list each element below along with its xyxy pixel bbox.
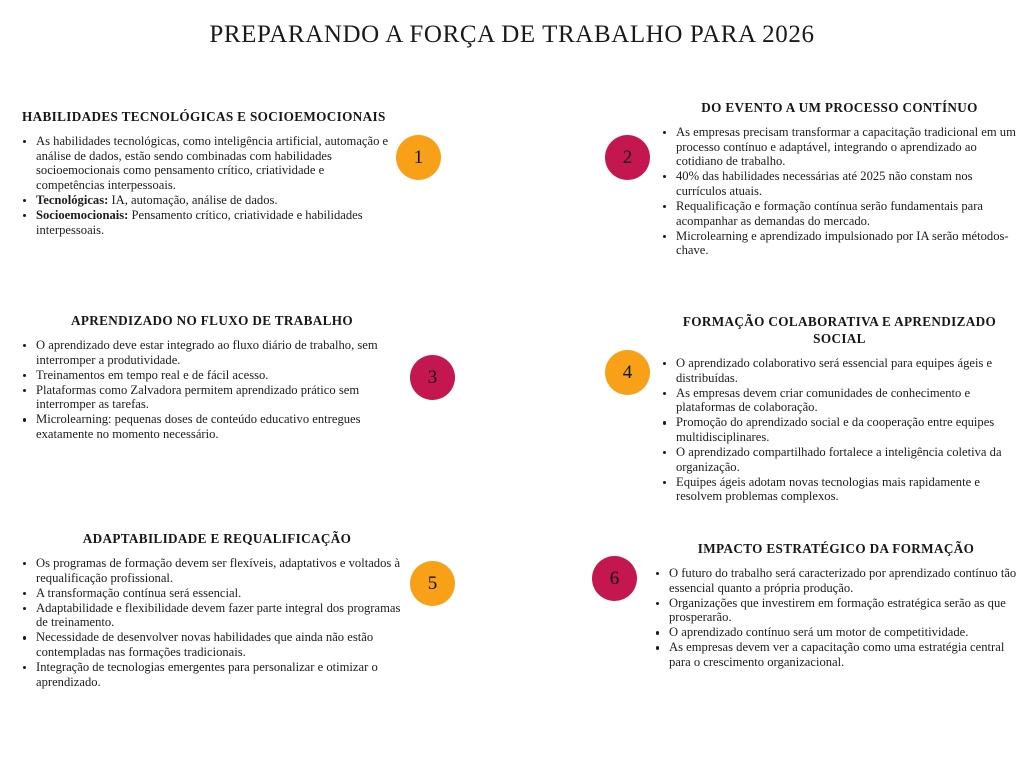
section-heading-2: DO EVENTO A UM PROCESSO CONTÍNUO: [701, 100, 978, 115]
bullet-item: Integração de tecnologias emergentes para personalizar e otimizar o aprendizado.: [22, 660, 412, 689]
bullet-item: Necessidade de desenvolver novas habilidades que ainda não estão contempladas nas formações tradicionais.: [22, 630, 412, 659]
bullet-item: O aprendizado compartilhado fortalece a inteligência coletiva da organização.: [662, 445, 1017, 474]
section-block-6: [655, 540, 1017, 670]
bullet-item: A transformação contínua será essencial.: [22, 586, 412, 601]
bullet-item: Socioemocionais: Pensamento crítico, criatividade e habilidades interpessoais.: [22, 208, 390, 237]
bullet-item: Microlearning e aprendizado impulsionado por IA serão métodos-chave.: [662, 229, 1017, 258]
bullet-item: As empresas devem criar comunidades de conhecimento e plataformas de colaboração.: [662, 386, 1017, 415]
bullet-item: Os programas de formação devem ser flexíveis, adaptativos e voltados à requalificação profissional.: [22, 556, 412, 585]
bullet-item: Microlearning: pequenas doses de conteúdo educativo entregues exatamente no momento necessário.: [22, 412, 402, 441]
section-heading-4: FORMAÇÃO COLABORATIVA E APRENDIZADO SOCIAL: [682, 314, 997, 346]
section-heading-6: IMPACTO ESTRATÉGICO DA FORMAÇÃO: [697, 541, 975, 556]
section-block-5: [22, 530, 412, 690]
bullet-item: O aprendizado contínuo será um motor de competitividade.: [655, 625, 1017, 640]
section-bullets-4: [662, 356, 1017, 504]
section-block-1: [22, 108, 390, 238]
bullet-item: O aprendizado deve estar integrado ao fluxo diário de trabalho, sem interromper a produtividade.: [22, 338, 402, 367]
page-title: PREPARANDO A FORÇA DE TRABALHO PARA 2026: [209, 21, 815, 48]
bullet-item: Promoção do aprendizado social e da cooperação entre equipes multidisciplinares.: [662, 415, 1017, 444]
section-block-4: [662, 313, 1017, 504]
section-number-badge-4: 4: [605, 350, 650, 395]
section-number-badge-3: 3: [410, 355, 455, 400]
bullet-item: Plataformas como Zalvadora permitem aprendizado prático sem interromper as tarefas.: [22, 383, 402, 412]
section-heading-5: ADAPTABILIDADE E REQUALIFICAÇÃO: [82, 531, 352, 546]
bullet-item: Organizações que investirem em formação estratégica serão as que prosperarão.: [655, 596, 1017, 625]
section-number-badge-2: 2: [605, 135, 650, 180]
bullet-item: As habilidades tecnológicas, como inteligência artificial, automação e análise de dados, estão sendo combinadas com habilidades socioemocionais como pensamento crítico, criatividade e competências interpessoais.: [22, 134, 390, 192]
bullet-item: 40% das habilidades necessárias até 2025 não constam nos currículos atuais.: [662, 169, 1017, 198]
bullet-item: O aprendizado colaborativo será essencial para equipes ágeis e distribuídas.: [662, 356, 1017, 385]
bullet-item: Requalificação e formação contínua serão fundamentais para acompanhar as demandas do mercado.: [662, 199, 1017, 228]
bullet-item: As empresas devem ver a capacitação como uma estratégia central para o crescimento organizacional.: [655, 640, 1017, 669]
bullet-item: Equipes ágeis adotam novas tecnologias mais rapidamente e resolvem problemas complexos.: [662, 475, 1017, 504]
section-block-3: [22, 312, 402, 442]
section-number-badge-6: 6: [592, 556, 637, 601]
bullet-item: Tecnológicas: IA, automação, análise de dados.: [22, 193, 390, 208]
bullet-item: Adaptabilidade e flexibilidade devem fazer parte integral dos programas de treinamento.: [22, 601, 412, 630]
bullet-item: Treinamentos em tempo real e de fácil acesso.: [22, 368, 402, 383]
bullet-lead: Socioemocionais:: [36, 207, 129, 222]
section-bullets-1: [22, 134, 390, 237]
section-heading-1: HABILIDADES TECNOLÓGICAS E SOCIOEMOCIONAIS: [22, 109, 386, 124]
section-bullets-2: [662, 125, 1017, 258]
section-heading-3: APRENDIZADO NO FLUXO DE TRABALHO: [70, 313, 354, 328]
bullet-item: As empresas precisam transformar a capacitação tradicional em um processo contínuo e adaptável, integrando o aprendizado ao cotidiano de trabalho.: [662, 125, 1017, 169]
section-bullets-5: [22, 556, 412, 689]
bullet-lead: Tecnológicas:: [36, 192, 109, 207]
section-block-2: [662, 99, 1017, 258]
bullet-item: O futuro do trabalho será caracterizado por aprendizado contínuo tão essencial quanto a própria produção.: [655, 566, 1017, 595]
section-number-badge-5: 5: [410, 561, 455, 606]
section-number-badge-1: 1: [396, 135, 441, 180]
section-bullets-6: [655, 566, 1017, 670]
section-bullets-3: [22, 338, 402, 442]
